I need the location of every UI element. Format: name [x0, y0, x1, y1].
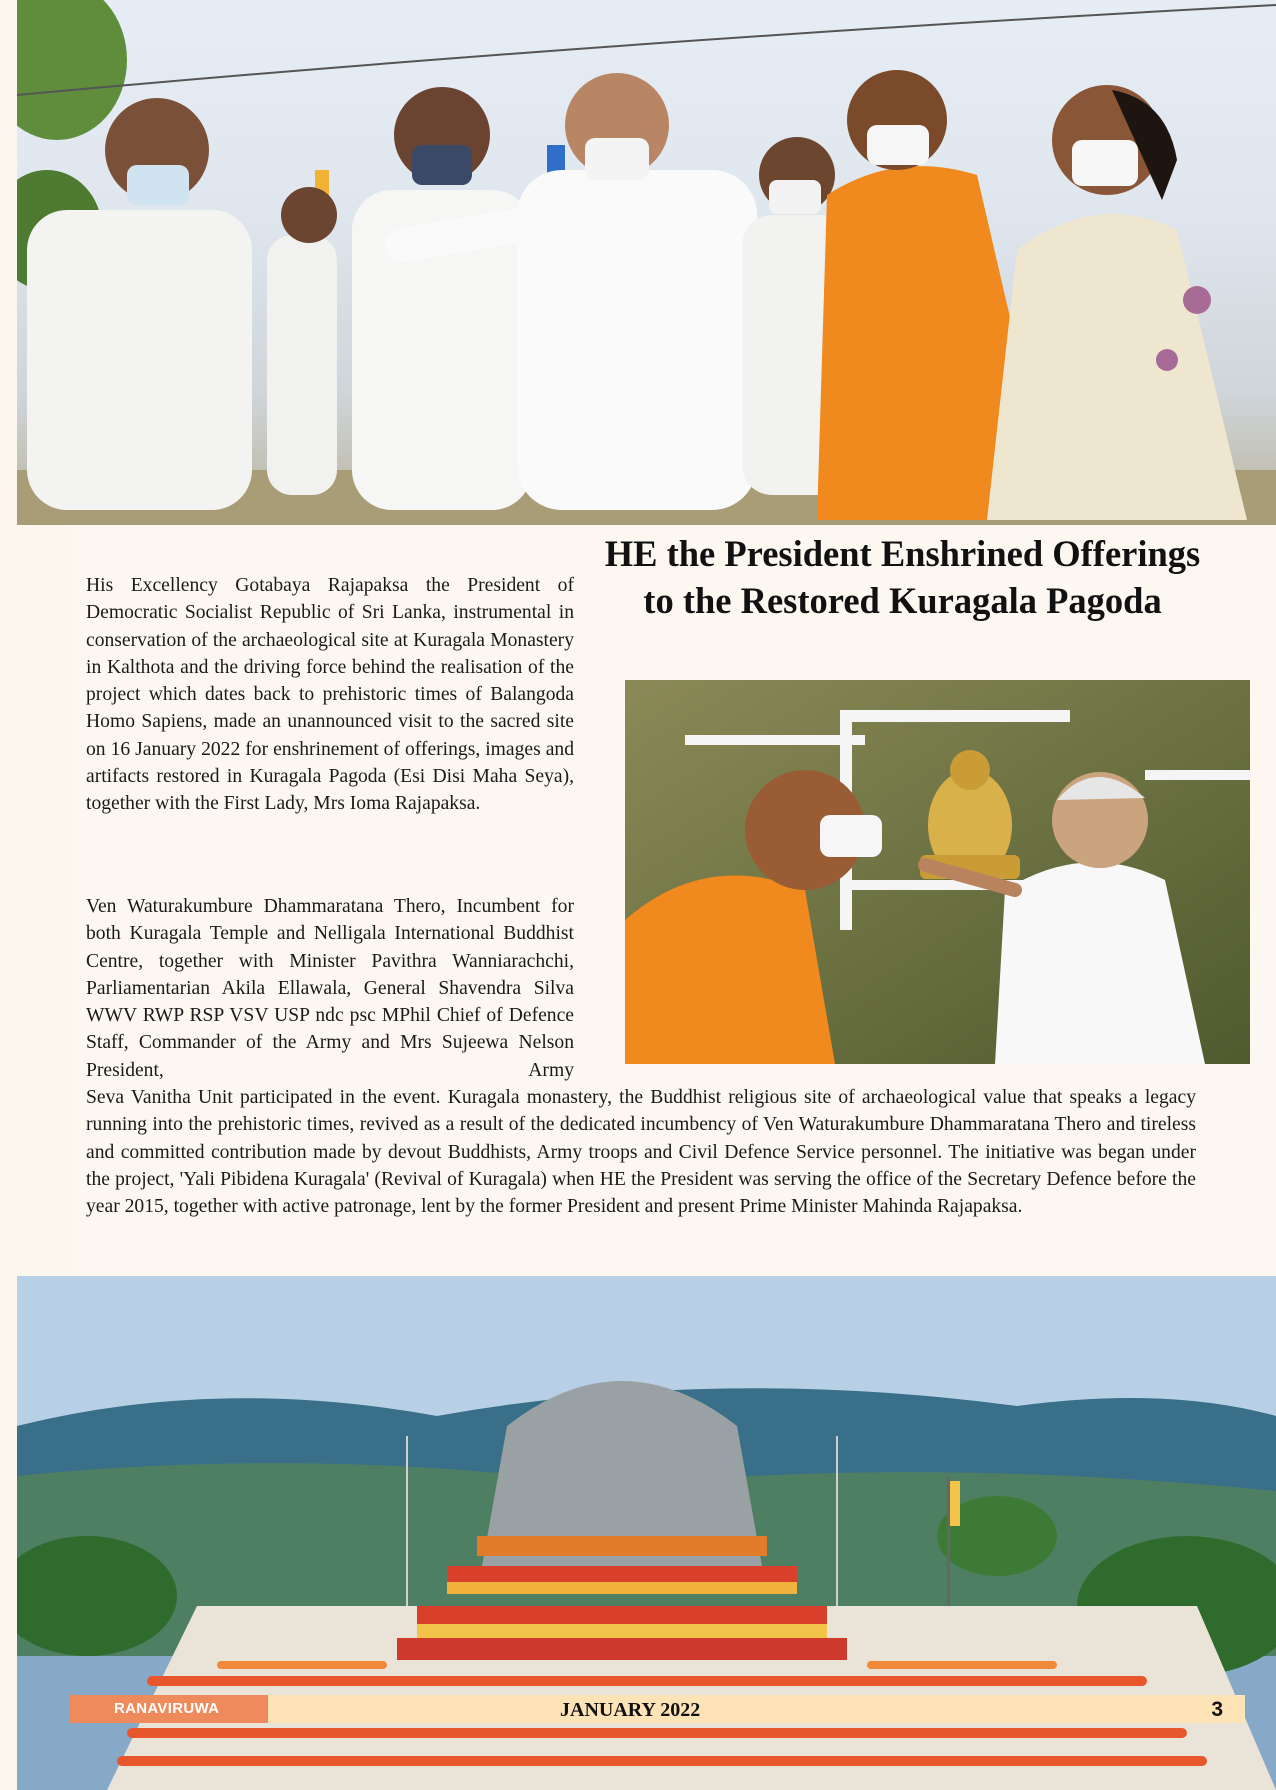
- top-photo-delegation: [17, 0, 1276, 525]
- footer-date: JANUARY 2022: [560, 1699, 701, 1721]
- article-paragraph-2-wide: Seva Vanitha Unit participated in the event. Kuragala monastery, the Buddhist religious site of archaeological value that speaks a legacy running into the prehistoric times, revived as a result of the dedicated incumbency of Ven Waturakumbure Dhammaratana Thero and tireless and committed contribution made by devout Buddhists, Army troops and Civil Defence Service personnel. The initiative was began under the project, 'Yali Pibidena Kuragala' (Revival of Kuragala) when HE the President was serving the office of the Secretary Defence before the year 2015, together with active patronage, lent by the former President and present Prime Minister Mahinda Rajapaksa.: [86, 1087, 1196, 1218]
- inset-photo-enshrinement: [625, 680, 1250, 1064]
- article-paragraph-2-narrow: Ven Waturakumbure Dhammaratana Thero, Incumbent for both Kuragala Temple and Nelligala International Buddhist Centre, together with Minister Pavithra Wanniarachchi, Parliamentarian Akila Ellawala, General Shavendra Silva WWV RWP RSP VSV USP ndc psc MPhil Chief of Defence Staff, Commander of the Army and Mrs Sujeewa Nelson President, Army: [86, 896, 574, 1081]
- footer-brand: RANAVIRUWA: [70, 1695, 268, 1723]
- top-photo-illustration: [17, 0, 1276, 525]
- article-headline: HE the President Enshrined Offerings to the Restored Kuragala Pagoda: [604, 533, 1201, 621]
- footer-page-number: 3: [1211, 1698, 1223, 1721]
- article-paragraph-1: His Excellency Gotabaya Rajapaksa the President of Democratic Socialist Republic of Sri Lanka, instrumental in conservation of the archaeological site at Kuragala Monastery in Kalthota and the driving force behind the realisation of the project which dates back to prehistoric times of Balangoda Homo Sapiens, made an unannounced visit to the sacred site on 16 January 2022 for enshrinement of offerings, images and artifacts restored in Kuragala Pagoda (Esi Disi Maha Seya), together with the First Lady, Mrs Ioma Rajapaksa.: [86, 575, 574, 815]
- inset-photo-illustration: [625, 680, 1250, 1064]
- page-footer: [70, 1695, 1245, 1723]
